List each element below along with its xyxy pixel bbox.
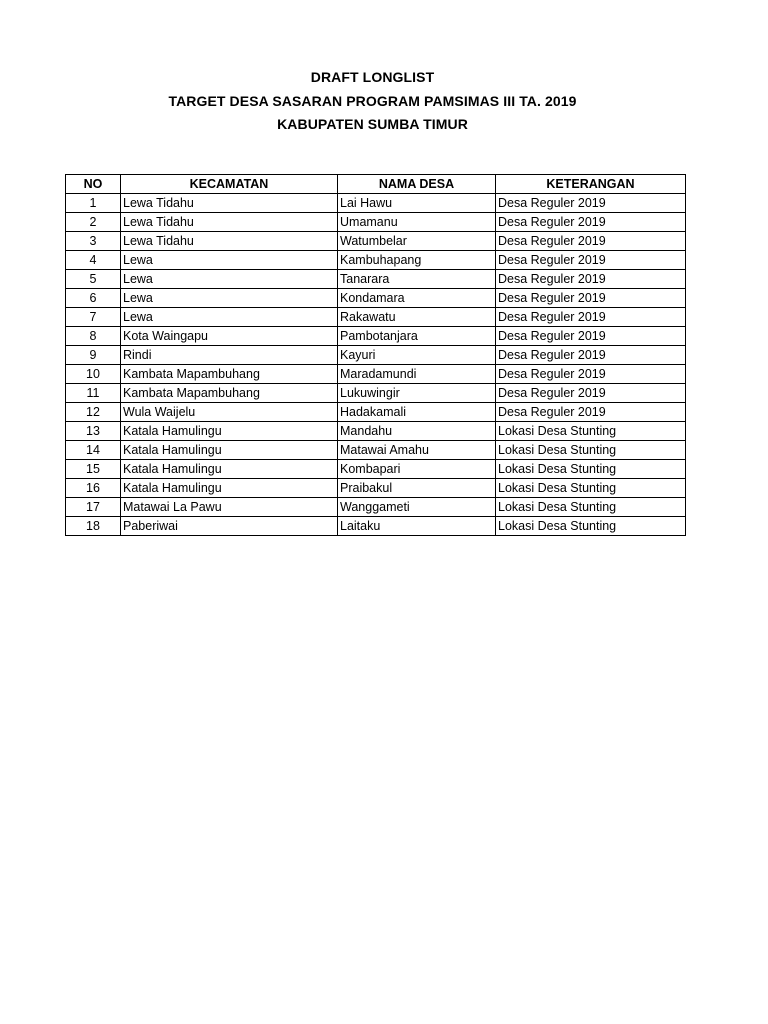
cell-no: 7 [66,308,121,327]
cell-nama-desa: Kombapari [338,460,496,479]
cell-no: 3 [66,232,121,251]
header-keterangan: KETERANGAN [496,175,686,194]
cell-kecamatan: Lewa Tidahu [121,194,338,213]
cell-no: 11 [66,384,121,403]
cell-keterangan: Lokasi Desa Stunting [496,460,686,479]
table-row [66,517,686,536]
table-row [66,498,686,517]
document-region: KABUPATEN SUMBA TIMUR [277,116,468,132]
cell-nama-desa: Kambuhapang [338,251,496,270]
cell-nama-desa: Lai Hawu [338,194,496,213]
cell-no: 6 [66,289,121,308]
cell-no: 12 [66,403,121,422]
document-header [0,66,745,137]
cell-nama-desa: Laitaku [338,517,496,536]
table-row [66,422,686,441]
table-row [66,308,686,327]
cell-keterangan: Desa Reguler 2019 [496,327,686,346]
cell-no: 8 [66,327,121,346]
cell-no: 5 [66,270,121,289]
table-header-row [66,175,686,194]
cell-nama-desa: Matawai Amahu [338,441,496,460]
cell-no: 18 [66,517,121,536]
cell-keterangan: Desa Reguler 2019 [496,194,686,213]
cell-keterangan: Desa Reguler 2019 [496,232,686,251]
cell-keterangan: Lokasi Desa Stunting [496,517,686,536]
cell-no: 1 [66,194,121,213]
table-row [66,479,686,498]
cell-no: 4 [66,251,121,270]
cell-kecamatan: Kambata Mapambuhang [121,384,338,403]
cell-nama-desa: Maradamundi [338,365,496,384]
cell-no: 17 [66,498,121,517]
header-no: NO [66,175,121,194]
table-row [66,232,686,251]
table-row [66,194,686,213]
cell-kecamatan: Kota Waingapu [121,327,338,346]
cell-kecamatan: Rindi [121,346,338,365]
cell-no: 10 [66,365,121,384]
cell-kecamatan: Katala Hamulingu [121,460,338,479]
cell-no: 9 [66,346,121,365]
cell-kecamatan: Lewa [121,270,338,289]
cell-kecamatan: Katala Hamulingu [121,441,338,460]
table-row [66,384,686,403]
cell-keterangan: Lokasi Desa Stunting [496,422,686,441]
cell-kecamatan: Lewa [121,289,338,308]
table-row [66,327,686,346]
cell-keterangan: Desa Reguler 2019 [496,403,686,422]
table-row [66,346,686,365]
cell-kecamatan: Wula Waijelu [121,403,338,422]
table-row [66,365,686,384]
cell-nama-desa: Pambotanjara [338,327,496,346]
longlist-table [65,174,686,536]
cell-kecamatan: Katala Hamulingu [121,479,338,498]
cell-nama-desa: Tanarara [338,270,496,289]
cell-keterangan: Desa Reguler 2019 [496,308,686,327]
cell-keterangan: Desa Reguler 2019 [496,251,686,270]
table-row [66,460,686,479]
table-row [66,213,686,232]
cell-kecamatan: Lewa [121,251,338,270]
table-row [66,441,686,460]
cell-keterangan: Lokasi Desa Stunting [496,441,686,460]
cell-nama-desa: Praibakul [338,479,496,498]
cell-nama-desa: Watumbelar [338,232,496,251]
cell-nama-desa: Mandahu [338,422,496,441]
cell-kecamatan: Lewa [121,308,338,327]
document-subtitle: TARGET DESA SASARAN PROGRAM PAMSIMAS III TA. 2019 [168,92,577,109]
cell-kecamatan: Matawai La Pawu [121,498,338,517]
cell-no: 14 [66,441,121,460]
table-row [66,289,686,308]
cell-nama-desa: Kondamara [338,289,496,308]
cell-nama-desa: Rakawatu [338,308,496,327]
cell-keterangan: Desa Reguler 2019 [496,384,686,403]
cell-nama-desa: Lukuwingir [338,384,496,403]
cell-keterangan: Desa Reguler 2019 [496,270,686,289]
cell-no: 13 [66,422,121,441]
cell-keterangan: Desa Reguler 2019 [496,289,686,308]
cell-nama-desa: Wanggameti [338,498,496,517]
document-title: DRAFT LONGLIST [310,69,435,85]
table-body [66,194,686,536]
cell-no: 2 [66,213,121,232]
header-kecamatan: KECAMATAN [121,175,338,194]
cell-keterangan: Desa Reguler 2019 [496,213,686,232]
cell-nama-desa: Kayuri [338,346,496,365]
cell-keterangan: Desa Reguler 2019 [496,365,686,384]
header-nama-desa: NAMA DESA [338,175,496,194]
cell-kecamatan: Paberiwai [121,517,338,536]
table-row [66,270,686,289]
cell-nama-desa: Umamanu [338,213,496,232]
cell-kecamatan: Lewa Tidahu [121,213,338,232]
table-row [66,251,686,270]
cell-nama-desa: Hadakamali [338,403,496,422]
cell-kecamatan: Lewa Tidahu [121,232,338,251]
table-row [66,403,686,422]
cell-kecamatan: Kambata Mapambuhang [121,365,338,384]
cell-kecamatan: Katala Hamulingu [121,422,338,441]
cell-no: 15 [66,460,121,479]
cell-keterangan: Lokasi Desa Stunting [496,498,686,517]
cell-keterangan: Lokasi Desa Stunting [496,479,686,498]
cell-no: 16 [66,479,121,498]
cell-keterangan: Desa Reguler 2019 [496,346,686,365]
